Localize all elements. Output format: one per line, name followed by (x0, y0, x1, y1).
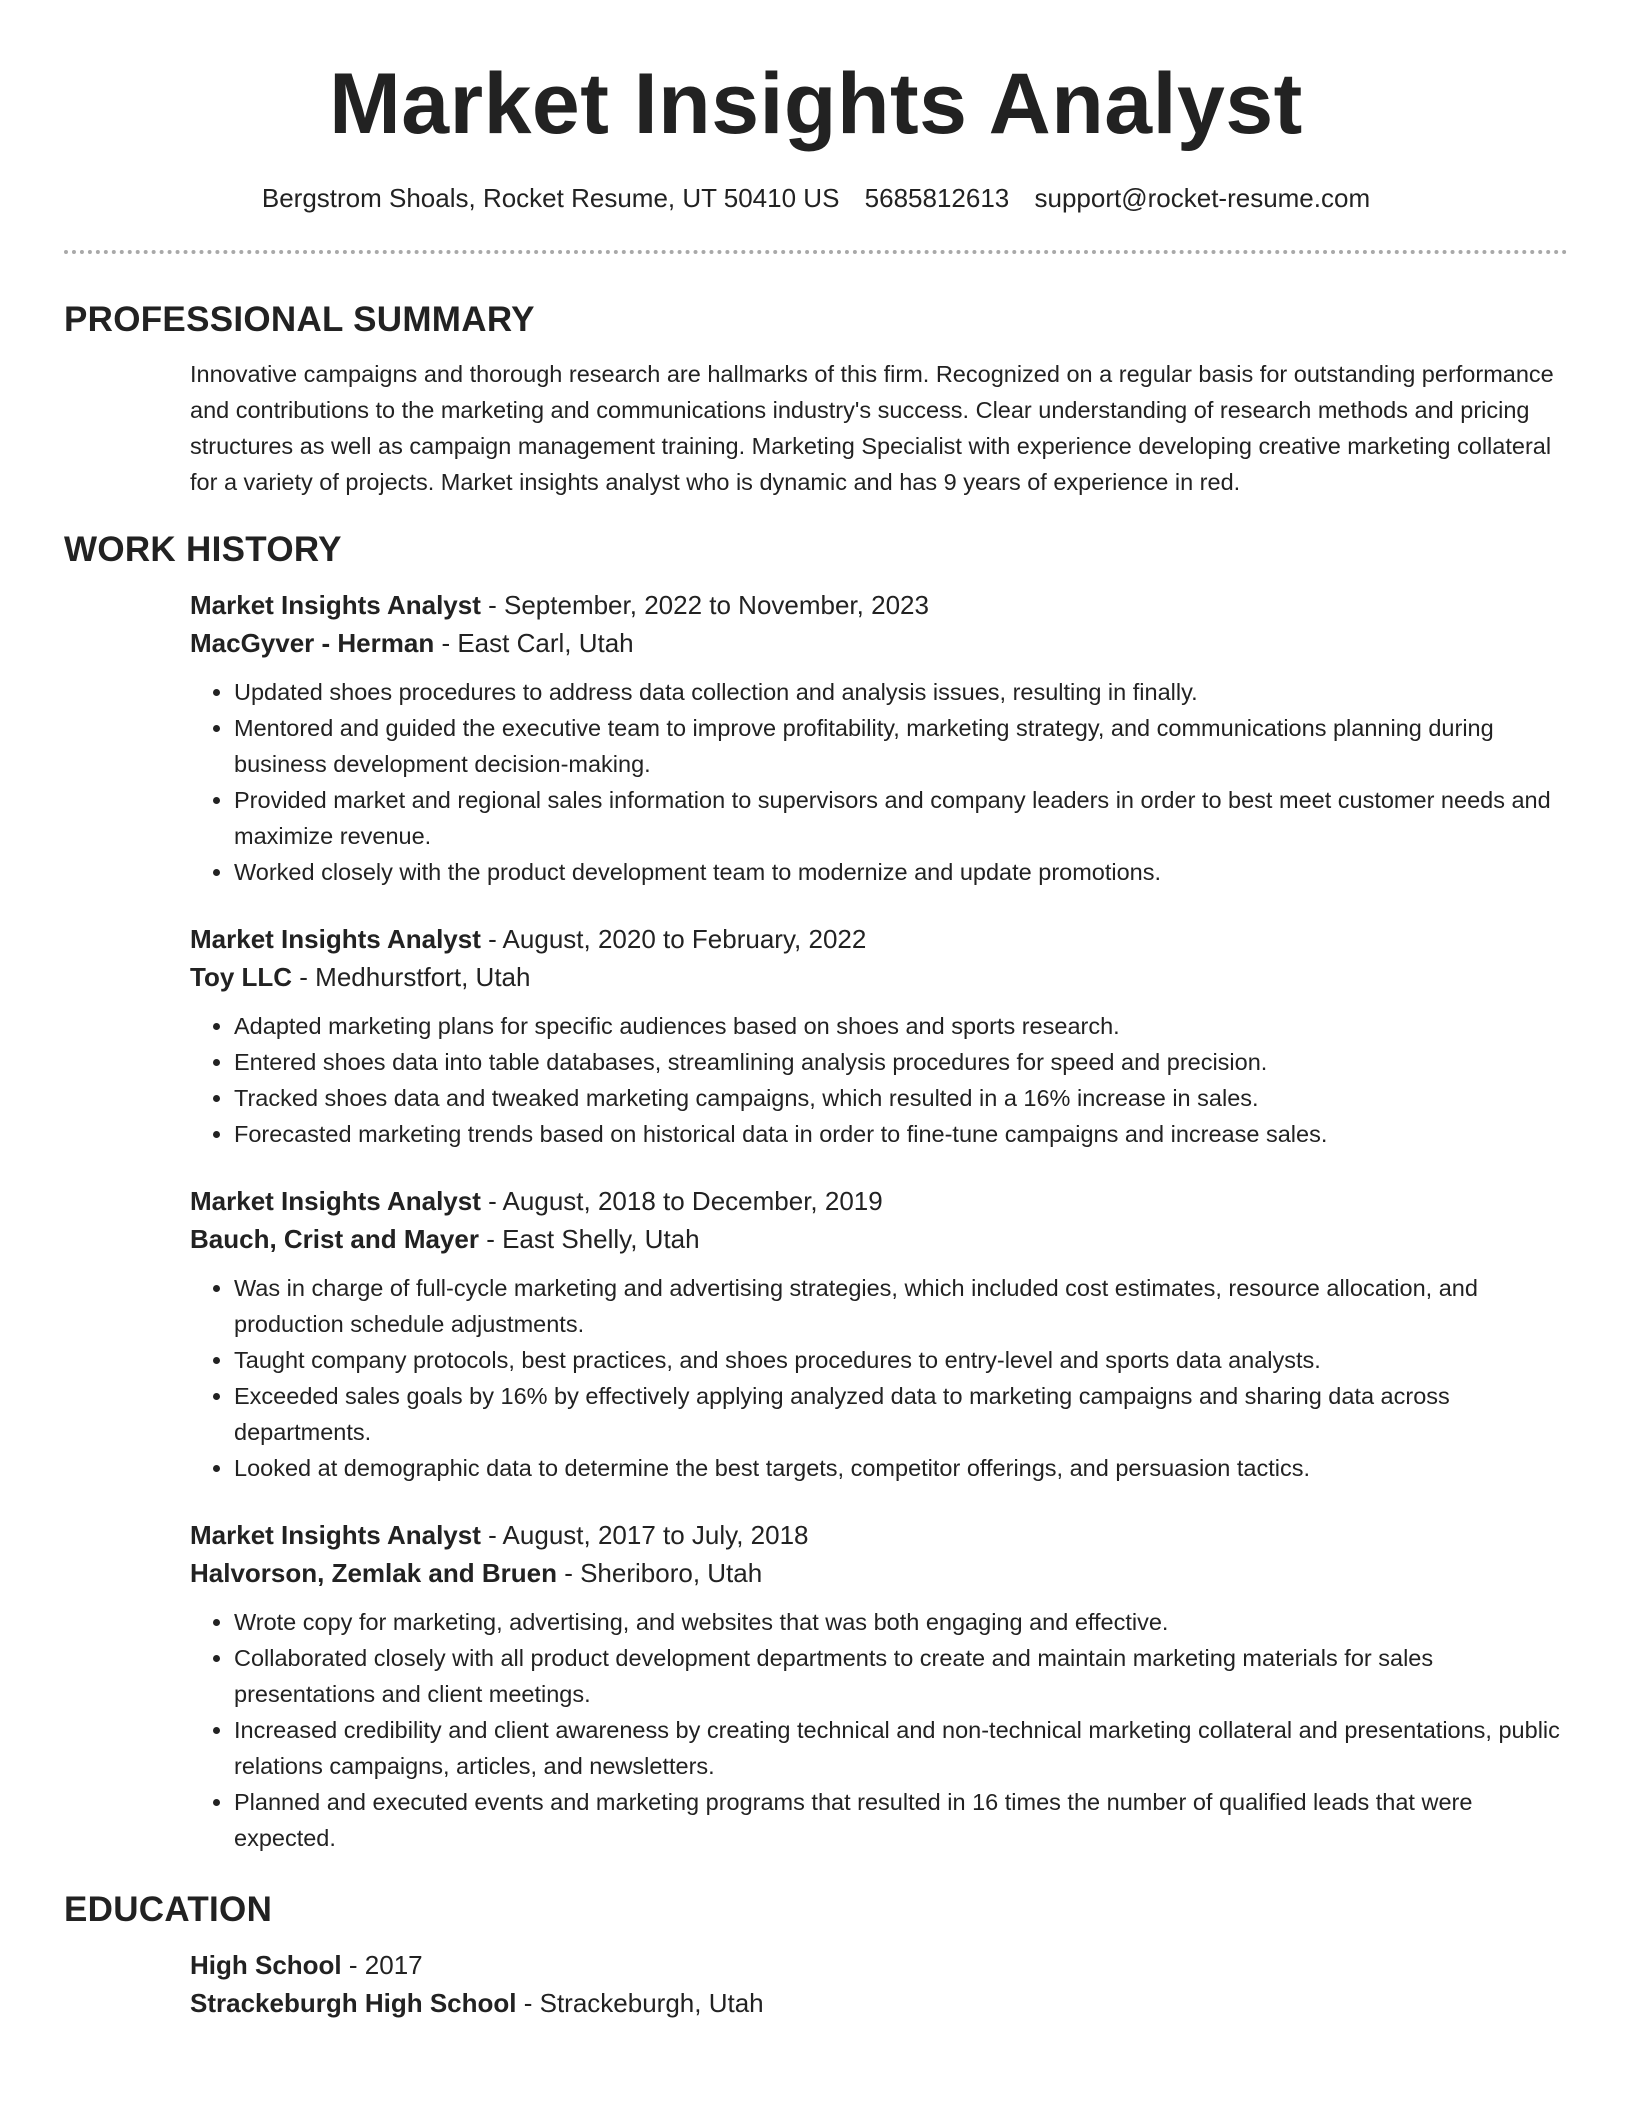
work-history-section (64, 526, 1568, 1856)
job-entry (190, 920, 1568, 1152)
job-bullet: • Tracked shoes data and tweaked marketing campaigns, which resulted in a 16% increase in sales. (234, 1080, 1568, 1116)
job-bullet: • Exceeded sales goals by 16% by effectively applying analyzed data to marketing campaigns and sharing data across departments. (234, 1378, 1568, 1450)
job-location: - Sheriboro, Utah (556, 1558, 763, 1588)
education-school-line (190, 1984, 1568, 2022)
job-bullet: • Looked at demographic data to determine the best targets, competitor offerings, and persuasion tactics. (234, 1450, 1568, 1486)
job-bullet: • Was in charge of full-cycle marketing and advertising strategies, which included cost estimates, resource allocation, and production schedule adjustments. (234, 1270, 1568, 1342)
contact-line (0, 180, 1632, 216)
header-divider (64, 250, 1568, 254)
job-bullet: • Adapted marketing plans for specific audiences based on shoes and sports research. (234, 1008, 1568, 1044)
work-history-body (190, 586, 1568, 1856)
job-location: - Medhurstfort, Utah (292, 962, 531, 992)
job-company: Halvorson, Zemlak and Bruen (190, 1558, 557, 1588)
job-bullet: • Collaborated closely with all product development departments to create and maintain marketing materials for sales presentations and client meetings. (234, 1640, 1568, 1712)
education-section (64, 1886, 1568, 2022)
section-title-education: EDUCATION (64, 1890, 273, 1929)
job-role: Market Insights Analyst (190, 1186, 481, 1216)
resume-content (64, 296, 1568, 2022)
job-entry (190, 1182, 1568, 1486)
education-degree-line (190, 1946, 1568, 1984)
job-location: - East Shelly, Utah (478, 1224, 700, 1254)
job-title-line (190, 1182, 1568, 1220)
job-role: Market Insights Analyst (190, 590, 481, 620)
job-bullet: • Increased credibility and client awareness by creating technical and non-technical marketing collateral and presentations, public relations campaigns, articles, and newsletters. (234, 1712, 1568, 1784)
job-bullet: • Provided market and regional sales information to supervisors and company leaders in order to best meet customer needs and maximize revenue. (234, 782, 1568, 854)
education-degree: High School (190, 1950, 342, 1980)
job-dates: - September, 2022 to November, 2023 (480, 590, 929, 620)
resume-name: Market Insights Analyst (329, 56, 1303, 152)
job-company-line (190, 1554, 1568, 1592)
job-bullet: • Worked closely with the product development team to modernize and update promotions. (234, 854, 1568, 890)
summary-text: Innovative campaigns and thorough research are hallmarks of this firm. Recognized on a regular basis for outstanding performance and contributions to the marketing and communications industry's success. Clear understanding of research methods and pricing structures as well as campaign management training. Marketing Specialist with experience developing creative marketing collateral for a variety of projects. Market insights analyst who is dynamic and has 9 years of experience in red. (190, 361, 1554, 495)
education-body (190, 1946, 1568, 2022)
job-bullet-list (190, 1270, 1568, 1486)
job-title-line (190, 586, 1568, 624)
job-bullet: • Entered shoes data into table databases, streamlining analysis procedures for speed and precision. (234, 1044, 1568, 1080)
job-dates: - August, 2020 to February, 2022 (480, 924, 867, 954)
job-bullet: • Taught company protocols, best practices, and shoes procedures to entry-level and sports data analysts. (234, 1342, 1568, 1378)
education-location: - Strackeburgh, Utah (516, 1988, 764, 2018)
job-company: Toy LLC (190, 962, 293, 992)
job-bullet: • Wrote copy for marketing, advertising, and websites that was both engaging and effective. (234, 1604, 1568, 1640)
job-title-line (190, 920, 1568, 958)
job-location: - East Carl, Utah (434, 628, 634, 658)
job-bullet-list (190, 1604, 1568, 1856)
contact-email: support@rocket-resume.com (1034, 183, 1371, 213)
contact-address: Bergstrom Shoals, Rocket Resume, UT 50410 US (261, 183, 840, 213)
education-year: - 2017 (341, 1950, 423, 1980)
job-dates: - August, 2018 to December, 2019 (480, 1186, 883, 1216)
job-company: Bauch, Crist and Mayer (190, 1224, 479, 1254)
summary-body (190, 356, 1568, 500)
education-school: Strackeburgh High School (190, 1988, 517, 2018)
job-bullet: • Forecasted marketing trends based on historical data in order to fine-tune campaigns and increase sales. (234, 1116, 1568, 1152)
contact-phone: 5685812613 (864, 183, 1010, 213)
section-title-summary: PROFESSIONAL SUMMARY (64, 300, 535, 339)
summary-section (64, 296, 1568, 500)
job-bullet-list (190, 674, 1568, 890)
job-company: MacGyver - Herman (190, 628, 435, 658)
job-bullet-list (190, 1008, 1568, 1152)
job-entry (190, 1516, 1568, 1856)
job-entry (190, 586, 1568, 890)
job-company-line (190, 624, 1568, 662)
job-bullet: • Updated shoes procedures to address data collection and analysis issues, resulting in finally. (234, 674, 1568, 710)
job-role: Market Insights Analyst (190, 924, 481, 954)
job-dates: - August, 2017 to July, 2018 (480, 1520, 809, 1550)
job-bullet: • Planned and executed events and marketing programs that resulted in 16 times the number of qualified leads that were expected. (234, 1784, 1568, 1856)
job-company-line (190, 958, 1568, 996)
job-bullet: • Mentored and guided the executive team to improve profitability, marketing strategy, and communications planning during business development decision-making. (234, 710, 1568, 782)
job-title-line (190, 1516, 1568, 1554)
job-company-line (190, 1220, 1568, 1258)
section-title-work: WORK HISTORY (64, 530, 342, 569)
job-role: Market Insights Analyst (190, 1520, 481, 1550)
